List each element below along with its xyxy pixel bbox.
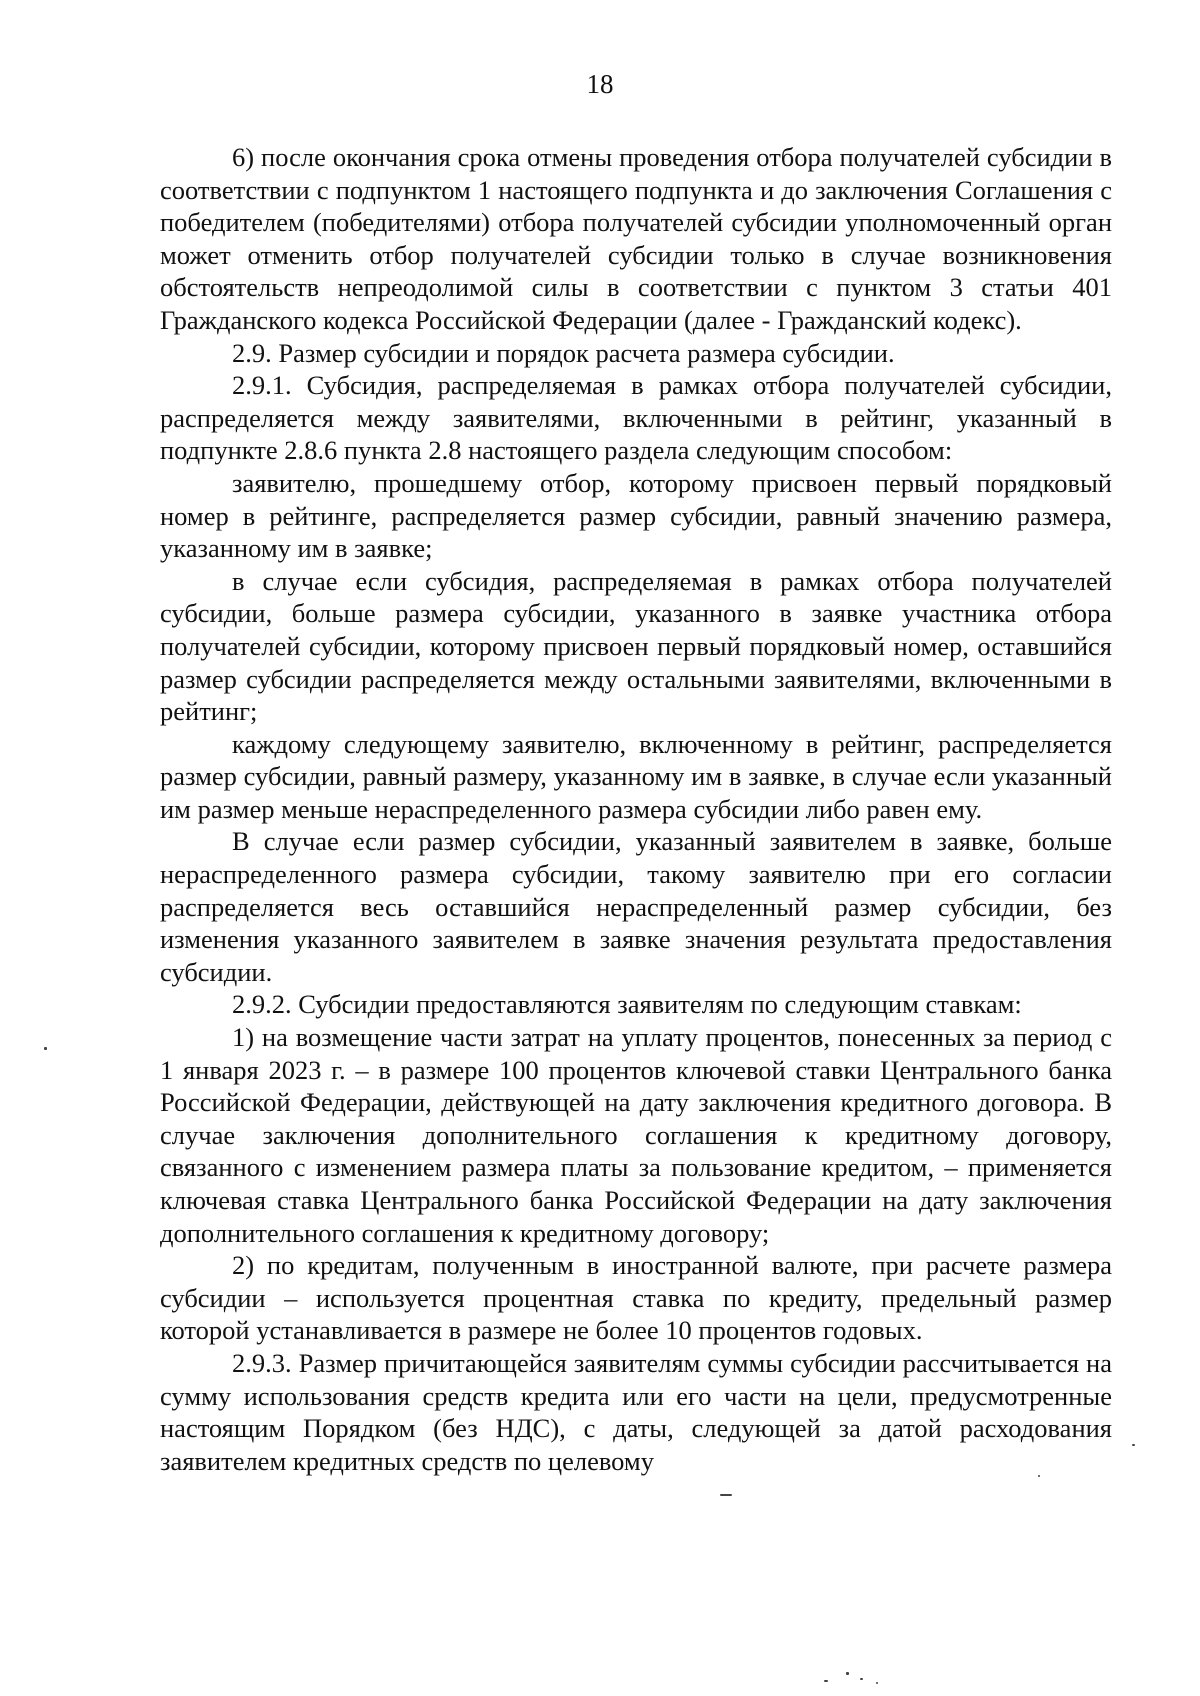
scan-speck — [876, 1682, 878, 1684]
scan-speck — [860, 1678, 863, 1680]
paragraph-2-9-2-item-2: 2) по кредитам, полученным в иностранной валюте, при расчете размера субсидии – используется процентная ставка по кредиту, предельный размер которой устанавливается в размере не более 10 процентов годовых. — [160, 1250, 1112, 1346]
paragraph-2-9-1-remaining: в случае если субсидия, распределяемая в рамках отбора получателей субсидии, больше размера субсидии, указанного в заявке участника отбора получателей субсидии, которому присвоен первый порядковый номер, оставшийся размер субсидии распределяется между остальными заявителями, включенными в рейтинг; — [160, 565, 1112, 727]
paragraph-2-9-1-each-next: каждому следующему заявителю, включенному в рейтинг, распределяется размер субсидии, равный размеру, указанному им в заявке, в случае если указанный им размер меньше нераспределенного размера субсидии либо равен ему. — [160, 728, 1112, 824]
page-number: 18 — [586, 69, 614, 99]
section-heading-2-9: 2.9. Размер субсидии и порядок расчета размера субсидии. — [232, 337, 895, 368]
paragraph-2-9-3: 2.9.3. Размер причитающейся заявителям суммы субсидии рассчитывается на сумму использования средств кредита или его части на цели, предусмотренные настоящим Порядком (без НДС), с даты, следующей за датой расходования заявителем кредитных средств по целевому — [160, 1347, 1112, 1476]
scan-speck — [846, 1672, 849, 1675]
document-body — [160, 141, 1112, 1477]
scan-speck — [720, 1494, 732, 1496]
scan-speck — [1132, 1444, 1135, 1446]
paragraph-subitem-6: 6) после окончания срока отмены проведения отбора получателей субсидии в соответствии с подпунктом 1 настоящего подпункта и до заключения Соглашения с победителем (победителями) отбора получателей субсидии уполномоченный орган может отменить отбор получателей субсидии только в случае возникновения обстоятельств непреодолимой силы в соответствии с пунктом 3 статьи 401 Гражданского кодекса Российской Федерации (далее - Гражданский кодекс). — [160, 142, 1112, 335]
scan-speck — [1038, 1475, 1040, 1477]
paragraph-2-9-2: 2.9.2. Субсидии предоставляются заявителям по следующим ставкам: — [232, 989, 1022, 1020]
paragraph-2-9-1-larger-request: В случае если размер субсидии, указанный заявителем в заявке, больше нераспределенного размера субсидии, такому заявителю при его согласии распределяется весь оставшийся нераспределенный размер субсидии, без изменения указанного заявителем в заявке значения результата предоставления субсидии. — [160, 826, 1112, 987]
paragraph-2-9-2-item-1: 1) на возмещение части затрат на уплату процентов, понесенных за период с 1 января 2023 г. – в размере 100 процентов ключевой ставки Центрального банка Российской Федерации, действующей на дату заключения кредитного договора. В случае заключения дополнительного соглашения к кредитному договору, связанного с изменением размера платы за пользование кредитом, – применяется ключевая ставка Центрального банка Российской Федерации на дату заключения дополнительного соглашения к кредитному договору; — [160, 1022, 1112, 1248]
scan-speck — [824, 1680, 828, 1682]
paragraph-2-9-1: 2.9.1. Субсидия, распределяемая в рамках отбора получателей субсидии, распределяется между заявителями, включенными в рейтинг, указанный в подпункте 2.8.6 пункта 2.8 настоящего раздела следующим способом: — [160, 370, 1112, 466]
paragraph-2-9-1-first-applicant: заявителю, прошедшему отбор, которому присвоен первый порядковый номер в рейтинге, распределяется размер субсидии, равный значению размера, указанному им в заявке; — [160, 467, 1112, 564]
scan-speck — [44, 1047, 47, 1050]
